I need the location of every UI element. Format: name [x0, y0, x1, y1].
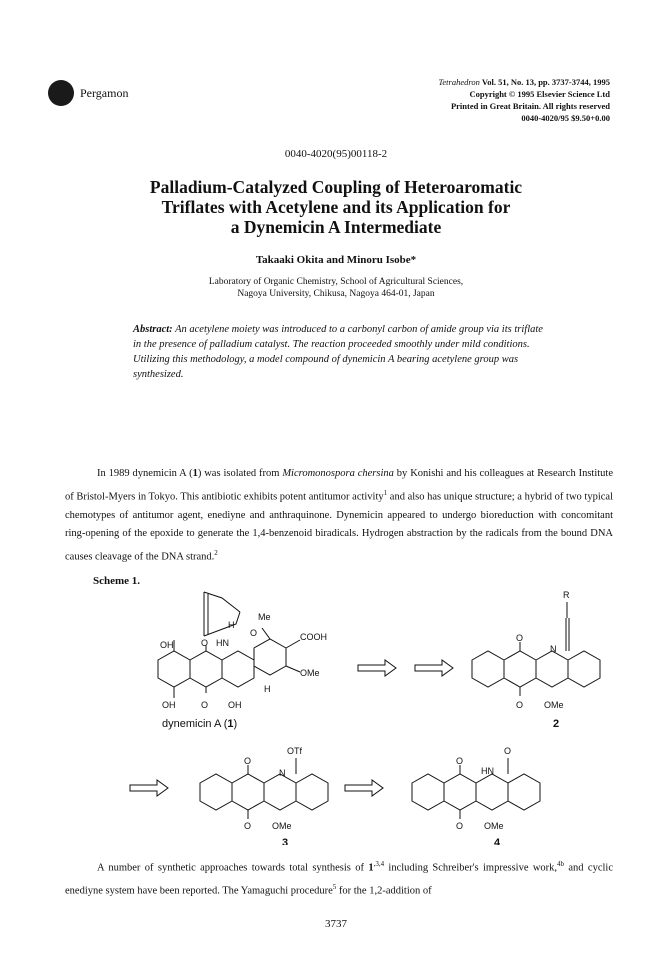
- p1-text-a: In 1989 dynemicin A (: [97, 468, 193, 479]
- affiliation: [0, 276, 672, 300]
- citation: Vol. 51, No. 13, pp. 3737-3744, 1995: [481, 77, 610, 87]
- dynemicin-caption: dynemicin A (1): [162, 718, 238, 730]
- label-o: O: [456, 756, 464, 766]
- label-r: R: [563, 590, 570, 600]
- reaction-arrow: [415, 660, 453, 676]
- affiliation-line-1: Laboratory of Organic Chemistry, School of Agricultural Sciences,: [208, 277, 464, 287]
- label-oh: OH: [160, 640, 174, 650]
- label-o: O: [516, 700, 524, 710]
- title-line-1: Palladium-Catalyzed Coupling of Heteroaromatic: [149, 177, 523, 197]
- label-o2: O: [201, 700, 209, 710]
- label-o: O: [244, 756, 252, 766]
- title-line-3: a Dynemicin A Intermediate: [230, 217, 442, 237]
- compound-3-label: 3: [282, 837, 289, 845]
- label-o: O: [504, 746, 512, 756]
- page-number: 3737: [325, 918, 347, 930]
- label-ome: OMe: [300, 668, 320, 678]
- label-cooh: COOH: [300, 632, 327, 642]
- ref-superscript: 4b: [557, 860, 565, 868]
- journal-name: Tetrahedron: [438, 77, 480, 87]
- p1-text-b: ) was isolated from: [197, 468, 283, 479]
- ref-superscript: 1: [383, 488, 388, 497]
- label-o: O: [456, 821, 464, 831]
- journal-header: [438, 76, 610, 124]
- p2-text-d: for the 1,2-addition of: [336, 885, 432, 897]
- label-ome: OMe: [272, 821, 292, 831]
- publisher-name: Pergamon: [80, 86, 129, 100]
- reaction-arrow: [130, 780, 168, 796]
- compound-4-structure: [412, 746, 540, 831]
- label-oh2: OH: [162, 700, 176, 710]
- abstract-label: Abstract:: [133, 324, 173, 335]
- body-paragraph-1: [65, 465, 613, 567]
- label-n: N: [550, 644, 557, 654]
- label-ome: OMe: [484, 821, 504, 831]
- label-hn: HN: [481, 766, 494, 776]
- ref-superscript: 5: [332, 883, 337, 891]
- abstract: [133, 322, 553, 382]
- p2-text-b: including Schreiber's impressive work,: [384, 862, 558, 874]
- authors: Takaaki Okita and Minoru Isobe*: [255, 254, 417, 266]
- affiliation-line-2: Nagoya University, Chikusa, Nagoya 464-01, Japan: [237, 289, 435, 299]
- label-o: O: [516, 633, 524, 643]
- compound-2-structure: [472, 590, 600, 710]
- species-name: Micromonospora chersina: [282, 468, 394, 479]
- scheme-title: Scheme 1.: [93, 575, 141, 587]
- copyright: Copyright © 1995 Elsevier Science Ltd: [469, 89, 610, 99]
- ref-superscript: 2: [214, 548, 218, 557]
- reaction-arrow: [345, 780, 383, 796]
- printed-in: Printed in Great Britain. All rights reserved: [450, 101, 610, 111]
- ref-superscript: ,3,4: [373, 860, 385, 868]
- p2-text-a: A number of synthetic approaches towards total synthesis of: [97, 862, 369, 874]
- label-h: H: [228, 620, 235, 630]
- compound-2-label: 2: [553, 718, 560, 730]
- compound-ref: 1: [192, 468, 198, 479]
- label-o: O: [201, 638, 209, 648]
- label-epoxide-o: O: [250, 628, 258, 638]
- compound-3-structure: [200, 746, 328, 831]
- reaction-arrow: [358, 660, 396, 676]
- label-hn: HN: [216, 638, 229, 648]
- label-me: Me: [258, 612, 271, 622]
- pergamon-logo-icon: [48, 80, 74, 106]
- reaction-scheme: [0, 590, 672, 845]
- price-code: 0040-4020/95 $9.50+0.00: [521, 113, 610, 123]
- label-o: O: [244, 821, 252, 831]
- label-ome: OMe: [544, 700, 564, 710]
- abstract-text: An acetylene moiety was introduced to a carbonyl carbon of amide group via its triflate in the presence of palladium catalyst. The reaction proceeded smoothly under mild conditions. Utilizing this methodology, a model compound of dynemicin A bearing acetylene group was synthesized.: [133, 324, 543, 380]
- dynemicin-structure: [158, 592, 327, 710]
- p2-text-c: and cyclic enediyne system have been reported. The Yamaguchi procedure: [65, 862, 613, 897]
- label-oh3: OH: [228, 700, 242, 710]
- title-line-2: Triflates with Acetylene and its Application for: [161, 197, 511, 217]
- compound-4-label: 4: [494, 837, 501, 845]
- compound-ref: 1: [368, 862, 374, 874]
- label-h2: H: [264, 684, 271, 694]
- label-n: N: [279, 768, 286, 778]
- body-paragraph-2: [65, 855, 613, 901]
- label-otf: OTf: [287, 746, 302, 756]
- p1-text-c: by Konishi and his colleagues at Research Institute of Bristol-Myers in Tokyo. This antibiotic exhibits potent antitumor activity: [65, 468, 614, 502]
- paper-title: [0, 177, 672, 237]
- p1-text-d: and also has unique structure; a hybrid of two typical chemotypes of antitumor agent, enediyne and anthraquinone. Dynemicin appeared to undergo bioreduction with concomitant ring-opening of the epoxide to generate the 1,4-benzenoid biradicals. Hydrogen abstraction by the radicals from the bound DNA causes cleavage of the DNA strand.: [65, 491, 613, 562]
- doi: 0040-4020(95)00118-2: [284, 148, 388, 160]
